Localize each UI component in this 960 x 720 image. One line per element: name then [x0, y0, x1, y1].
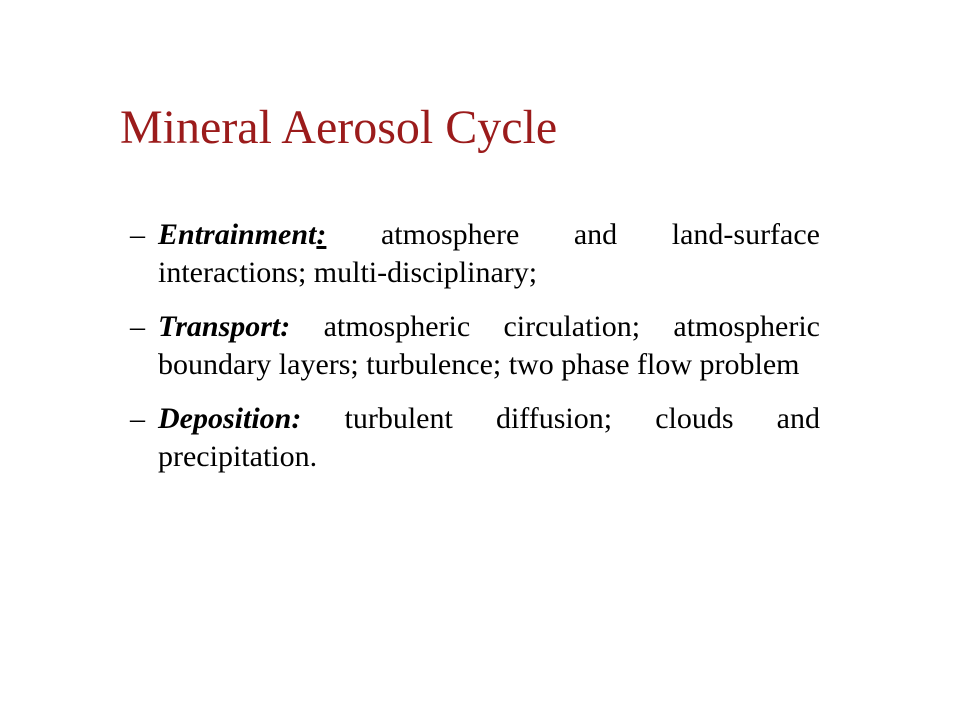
- bullet-transport: [130, 308, 820, 384]
- bullet-dash: –: [130, 402, 145, 435]
- bullet-deposition: [130, 400, 820, 476]
- term-colon: :: [291, 402, 302, 435]
- bullet-text: atmospheric circulation; atmospheric boundary layers; turbulence; two phase flow problem: [158, 310, 820, 381]
- term-text: Transport: [158, 310, 281, 343]
- term-text: Entrainment: [158, 218, 317, 251]
- bullet-term: [158, 310, 290, 343]
- bullet-entrainment: [130, 216, 820, 292]
- bullet-text: turbulent diffusion; clouds and precipitation.: [158, 402, 820, 473]
- bullet-term: [158, 402, 301, 435]
- bullet-dash: –: [130, 218, 145, 251]
- term-colon: :: [316, 218, 327, 251]
- bullet-text: atmosphere and land-surface interactions; multi-disciplinary;: [158, 218, 820, 289]
- term-colon: :: [280, 310, 291, 343]
- bullet-dash: –: [130, 310, 145, 343]
- bullet-list: [130, 216, 820, 492]
- term-text: Deposition: [158, 402, 292, 435]
- slide-title: Mineral Aerosol Cycle: [120, 101, 558, 154]
- bullet-term: [158, 218, 326, 251]
